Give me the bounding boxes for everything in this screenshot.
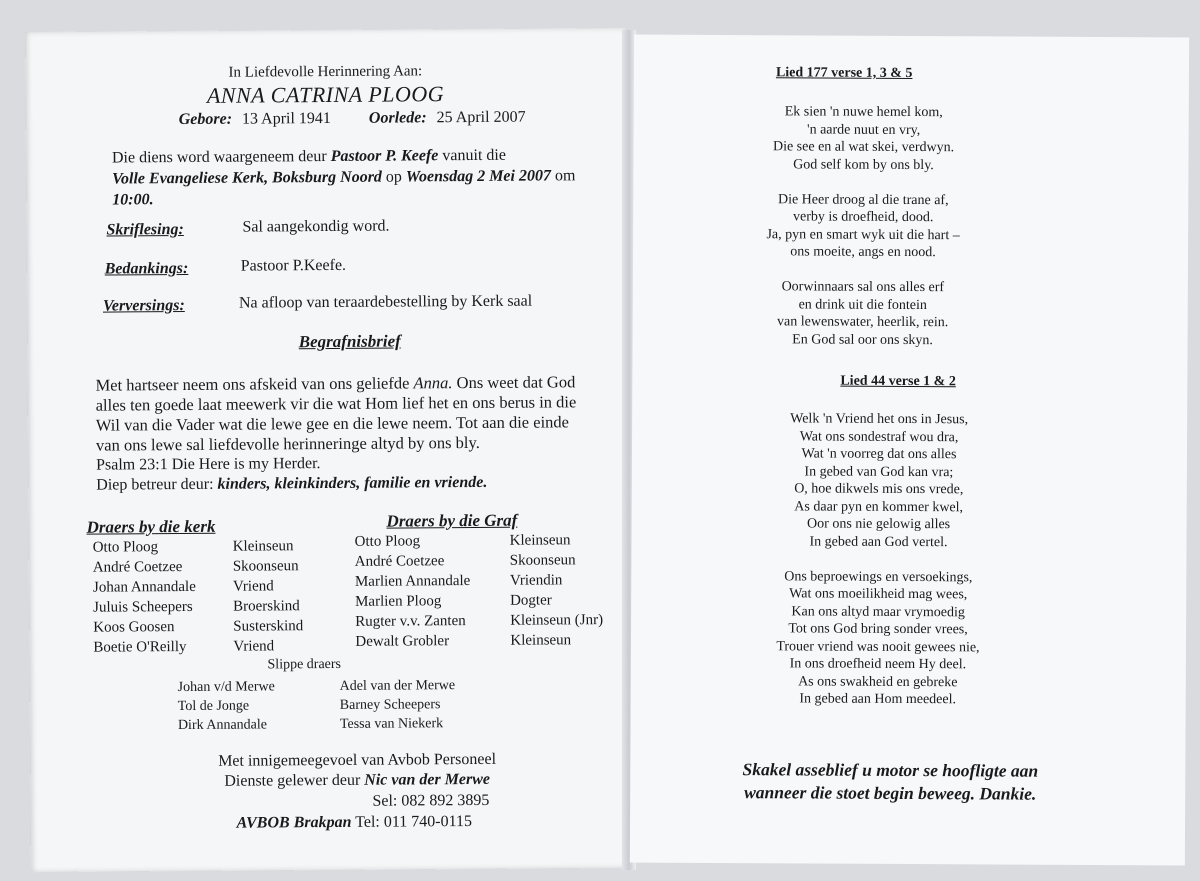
service-text: op bbox=[385, 168, 402, 186]
list-item bbox=[178, 676, 456, 697]
bearer-relation: Kleinseun bbox=[510, 632, 572, 649]
hymn2-lyrics bbox=[743, 410, 1015, 709]
company-tel: Tel: 011 740-0115 bbox=[355, 813, 473, 831]
lyric-line: En God sal oor ons skyn. bbox=[792, 331, 934, 348]
list-item bbox=[355, 550, 603, 572]
lyric-line: Kan ons altyd maar vrymoedig bbox=[791, 603, 965, 620]
closing-line-1: Skakel asseblief u motor se hoofligte aan bbox=[742, 759, 1039, 781]
bearer-relation: Dogter bbox=[510, 592, 552, 609]
bearer-name: Adel van der Merwe bbox=[339, 678, 456, 694]
service-paragraph bbox=[112, 144, 576, 210]
closing-line-2: wanneer die stoet begin beweeg. Dankie. bbox=[744, 782, 1037, 804]
lyric-line: 'n aarde nuut en vry, bbox=[807, 121, 921, 138]
list-item bbox=[355, 530, 603, 552]
bearer-name: Dewalt Grobler bbox=[355, 633, 450, 650]
item-label: Skriflesing: bbox=[106, 221, 184, 239]
bearer-relation: Susterskind bbox=[233, 618, 304, 635]
bearer-name: Rugter v.v. Zanten bbox=[355, 613, 466, 630]
letter-heading: Begrafnisbrief bbox=[298, 331, 401, 352]
hymn1-lyrics bbox=[733, 103, 994, 349]
provider-name: Nic van der Merwe bbox=[364, 770, 491, 789]
born-label: Gebore: bbox=[178, 110, 233, 129]
lyric-line: Wat 'n voorreg dat ons alles bbox=[801, 446, 957, 463]
letter-line: Ons weet dat God bbox=[456, 372, 576, 393]
hymn2-title: Lied 44 verse 1 & 2 bbox=[840, 373, 956, 390]
lyric-line: God self kom by ons bly. bbox=[793, 156, 934, 173]
list-item bbox=[355, 630, 603, 652]
item-value: Sal aangekondig word. bbox=[242, 217, 390, 236]
bearer-name: Dirk Annandale bbox=[177, 717, 268, 734]
list-item bbox=[355, 590, 603, 612]
company-line bbox=[237, 813, 472, 833]
bearer-relation: Vriend bbox=[232, 578, 274, 595]
lyric-line: verby is droefheid, dood. bbox=[792, 209, 934, 226]
bearer-name: Tessa van Niekerk bbox=[339, 716, 444, 732]
bearer-relation: Skoonseun bbox=[509, 552, 576, 569]
company-name: AVBOB Brakpan bbox=[236, 813, 352, 832]
lyric-line: Wat ons sondestraf wou dra, bbox=[799, 428, 959, 445]
bearer-relation: Vriend bbox=[233, 638, 275, 655]
lyric-line: Die Heer droog al die trane af, bbox=[777, 191, 949, 208]
slippe-heading: Slippe draers bbox=[267, 656, 342, 673]
letter-line: alles ten goede laat meewerk vir die wat Hom lief het en ons berus in die bbox=[95, 392, 577, 415]
letter-line: van ons lewe sal liefdevolle herinneringe altyd by ons bly. bbox=[95, 432, 480, 455]
memorial-heading: In Liefdevolle Herinnering Aan: bbox=[228, 63, 423, 81]
grave-bearers-heading: Draers by die Graf bbox=[386, 510, 518, 531]
died-label: Oorlede: bbox=[368, 109, 427, 127]
list-item bbox=[355, 570, 603, 592]
item-label: Verversings: bbox=[102, 296, 185, 315]
lyric-line: In ons droefheid neem Hy deel. bbox=[789, 656, 967, 673]
lyric-line: Wat ons moeilikheid mag wees, bbox=[789, 586, 968, 603]
lyric-line: In gebed aan Hom meedeel. bbox=[799, 691, 957, 708]
list-item bbox=[93, 536, 303, 557]
lyric-line: ons moeite, angs en nood. bbox=[790, 244, 936, 261]
list-item bbox=[93, 636, 303, 657]
service-text: Die diens word waargeneem deur bbox=[111, 148, 327, 167]
bearer-name: Johan Annandale bbox=[92, 578, 196, 596]
church-bearers-heading: Draers by die kerk bbox=[86, 516, 216, 537]
lyric-line: Ek sien 'n nuwe hemel kom, bbox=[784, 104, 943, 121]
born-date: 13 April 1941 bbox=[241, 109, 331, 128]
provider-tel: Sel: 082 892 3895 bbox=[372, 791, 490, 810]
bearer-relation: Skoonseun bbox=[232, 558, 299, 575]
dates-line bbox=[179, 109, 526, 129]
item-label: Bedankings: bbox=[104, 259, 189, 278]
sympathy-line: Met innigemeegevoel van Avbob Personeel bbox=[218, 750, 497, 770]
lyric-line bbox=[733, 173, 993, 192]
lyric-line: Die see en al wat skei, verdwyn. bbox=[772, 139, 955, 156]
bearer-name: Juluis Scheepers bbox=[93, 598, 193, 616]
lyric-line: Tot ons God bring sonder vrees, bbox=[788, 621, 968, 638]
list-item bbox=[93, 596, 303, 617]
bearer-relation: Kleinseun bbox=[509, 532, 571, 549]
hymn1-title: Lied 177 verse 1, 3 & 5 bbox=[775, 65, 913, 82]
bearer-name: Otto Ploog bbox=[92, 539, 159, 556]
pastor-name: Pastoor P. Keefe bbox=[330, 147, 439, 165]
lyric-line: As ons swakheid en gebreke bbox=[798, 673, 958, 690]
list-item bbox=[93, 576, 303, 597]
service-time: 10:00. bbox=[112, 191, 154, 209]
list-item bbox=[355, 610, 603, 632]
lyric-line: O, hoe dikwels mis ons vrede, bbox=[794, 481, 964, 498]
bearer-relation: Broerskind bbox=[233, 598, 300, 615]
bearer-name: Barney Scheepers bbox=[339, 697, 441, 713]
mourners: kinders, kleinkinders, familie en vriende. bbox=[217, 473, 488, 493]
list-item bbox=[178, 695, 456, 716]
letter-line: Met hartseer neem ons afskeid van ons geliefde bbox=[95, 373, 410, 395]
grave-bearers-list bbox=[355, 530, 604, 652]
item-value: Na afloop van teraardebestelling by Kerk saal bbox=[238, 292, 533, 312]
lyric-line: van lewenswater, heerlik, rein. bbox=[776, 314, 949, 331]
service-date: Woensdag 2 Mei 2007 bbox=[405, 167, 551, 186]
lyric-line: Ja, pyn en smart wyk uit die hart – bbox=[766, 226, 960, 243]
bearer-relation: Kleinseun (Jnr) bbox=[510, 612, 604, 629]
item-value: Pastoor P.Keefe. bbox=[240, 256, 347, 275]
bearer-name: Otto Ploog bbox=[354, 533, 421, 550]
lyric-line: Welk 'n Vriend het ons in Jesus, bbox=[790, 411, 969, 428]
letter-paragraph bbox=[95, 372, 576, 495]
letter-line: Wil van die Vader wat die lewe gee en die lewe neem. Tot aan die einde bbox=[95, 412, 570, 435]
psalm-line: Psalm 23:1 Die Here is my Herder. bbox=[96, 455, 321, 474]
lyric-line: In gebed van God kan vra; bbox=[804, 463, 954, 480]
lyric-line: Trouer vriend was nooit gewees nie, bbox=[776, 638, 980, 655]
bearer-relation: Vriendin bbox=[509, 572, 563, 589]
bearer-name: Marlien Annandale bbox=[354, 573, 471, 590]
bearer-name: André Coetzee bbox=[354, 553, 445, 570]
services-by: Dienste gelewer deur bbox=[224, 771, 361, 790]
list-item bbox=[93, 556, 303, 577]
list-item bbox=[93, 616, 303, 637]
letter-name: Anna. bbox=[413, 373, 453, 393]
bearer-name: André Coetzee bbox=[92, 559, 183, 576]
lyric-line: As daar pyn en kommer kwel, bbox=[794, 498, 964, 515]
lyric-line: en drink uit die fontein bbox=[798, 296, 927, 313]
church-name: Volle Evangeliese Kerk, Boksburg Noord bbox=[112, 168, 382, 188]
lyric-line: Ons beproewings en versoekings, bbox=[784, 568, 973, 585]
bearer-name: Tol de Jonge bbox=[177, 698, 250, 715]
right-page bbox=[630, 35, 1189, 866]
list-item bbox=[178, 714, 456, 735]
bearer-name: Johan v/d Merwe bbox=[177, 679, 275, 696]
slippe-list bbox=[178, 676, 456, 735]
provider-line bbox=[224, 771, 490, 791]
lyric-line: In gebed aan God vertel. bbox=[809, 533, 948, 550]
service-text: vanuit die bbox=[442, 146, 506, 165]
lyric-line bbox=[733, 261, 993, 280]
lyric-line: Oor ons nie gelowig alles bbox=[807, 516, 951, 533]
bearer-name: Boetie O'Reilly bbox=[93, 638, 187, 656]
lyric-line bbox=[743, 550, 1013, 569]
died-date: 25 April 2007 bbox=[436, 108, 526, 127]
service-text: om bbox=[554, 167, 576, 185]
deceased-name: ANNA CATRINA PLOOG bbox=[206, 81, 445, 108]
bearer-name: Marlien Ploog bbox=[355, 593, 442, 610]
left-page bbox=[25, 28, 631, 872]
lyric-line: Oorwinnaars sal ons alles erf bbox=[781, 279, 945, 296]
bearer-name: Koos Goosen bbox=[93, 619, 175, 636]
church-bearers-list bbox=[93, 536, 304, 657]
letter-line: Diep betreur deur: bbox=[96, 475, 214, 494]
bearer-relation: Kleinseun bbox=[232, 538, 294, 555]
